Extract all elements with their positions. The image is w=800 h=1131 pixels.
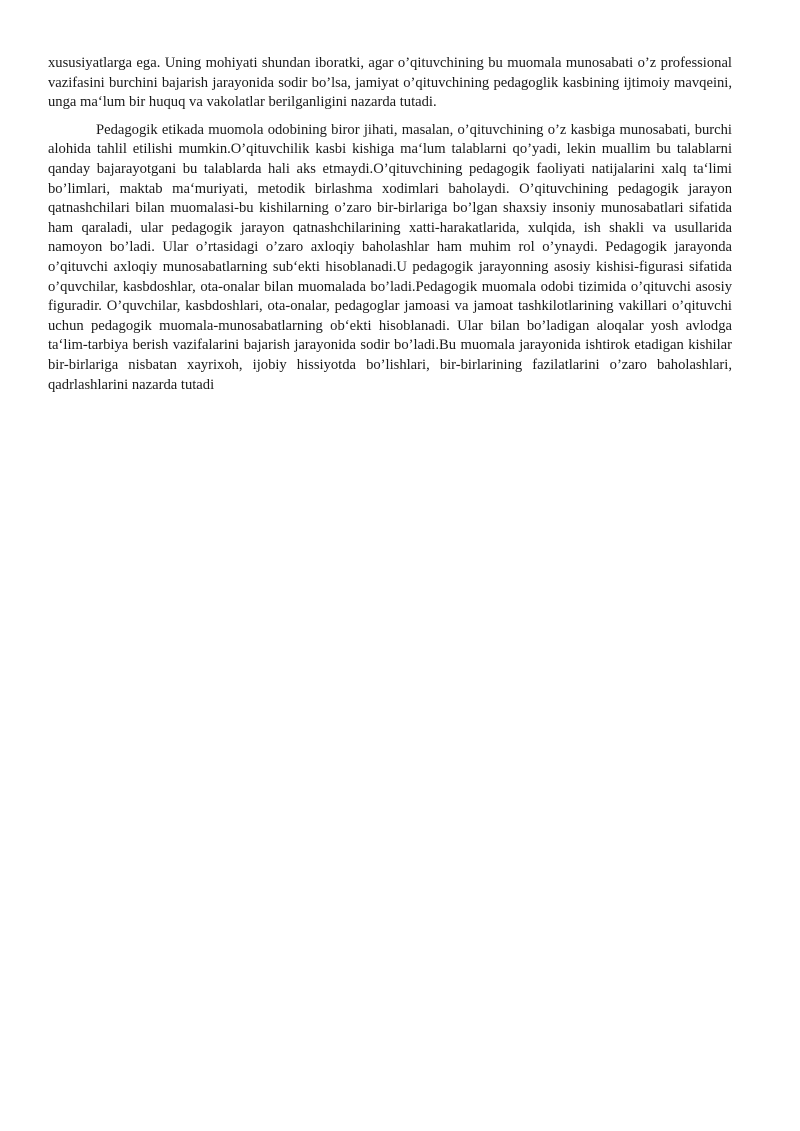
paragraph-continuation: xususiyatlarga ega. Uning mohiyati shundan iboratki, agar o’qituvchining bu muomala munosabati o’z professional vazifasini burchini bajarish jarayonida sodir bo’lsa, jamiyat o’qituvchining pedagoglik kasbining ijtimoiy mavqeini, unga ma‘lum bir huquq va vakolatlar berilganligini nazarda tutadi. xyxy=(48,55,732,111)
document-body xyxy=(48,54,732,395)
paragraph-pedagogical-etiquette: Pedagogik etikada muomola odobining biror jihati, masalan, o’qituvchining o’z kasbiga munosabati, burchi alohida tahlil etilishi mumkin.O’qituvchilik kasbi kishiga ma‘lum talablarni qo’yadi, lekin muallim bu talablarni qanday bajarayotgani bu talablarda hali aks etmaydi.O’qituvchining pedagogik faoliyati natijalarini xalq ta‘limi bo’limlari, maktab ma‘muriyati, metodik birlashma xodimlari baholaydi. O’qituvchining pedagogik jarayon qatnashchilari bilan muomalasi-bu kishilarning o’zaro bir-birlariga bo’lgan shaxsiy insoniy munosabatlari sifatida ham qaraladi, ular pedagogik jarayon qatnashchilarining xatti-harakatlarida, xulqida, ish shakli va usullarida namoyon bo’ladi. Ular o’rtasidagi o’zaro axloqiy baholashlar ham muhim rol o’ynaydi. Pedagogik jarayonda o’qituvchi axloqiy munosabatlarning sub‘ekti hisoblanadi.U pedagogik jarayonning asosiy kishisi-figurasi sifatida o’quvchilar, kasbdoshlar, ota-onalar bilan muomalada bo’ladi.Pedagogik muomala odobi tizimida o’qituvchi asosiy figuradir. O’quvchilar, kasbdoshlari, ota-onalar, pedagoglar jamoasi va jamoat tashkilotlarining vakillari o’qituvchi uchun pedagogik muomala-munosabatlarning ob‘ekti hisoblanadi. Ular bilan bo’ladigan aloqalar yosh avlodga ta‘lim-tarbiya berish vazifalarini bajarish jarayonida sodir bo’ladi.Bu muomala jarayonida ishtirok etadigan kishilar bir-birlariga nisbatan xayrixoh, ijobiy hissiyotda bo’lishlari, bir-birlarining fazilatlarini o’zaro baholashlari, qadrlashlarini nazarda tutadi xyxy=(48,121,732,393)
